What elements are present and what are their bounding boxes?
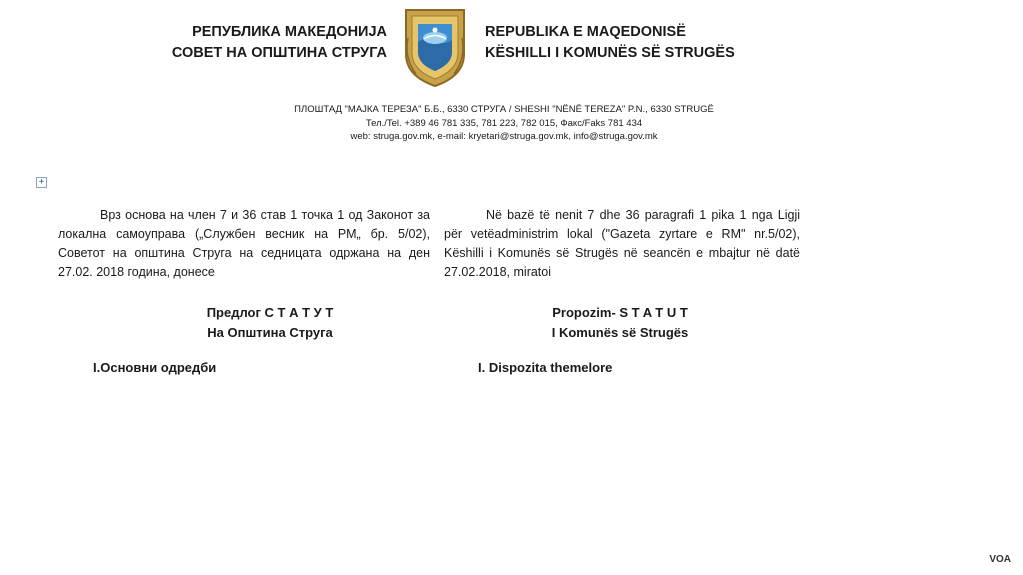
statute-title-sq-line1: Propozim- S T A T U T bbox=[552, 305, 688, 320]
right-column bbox=[444, 206, 800, 282]
header-albanian bbox=[485, 22, 735, 64]
expand-icon[interactable]: + bbox=[36, 177, 47, 188]
address-line: ПЛОШТАД "МАЈКА ТЕРЕЗА" Б.Б., 6330 СТРУГА / SHESHI "NËNË TEREZA" P.N., 6330 STRUGË bbox=[294, 104, 714, 115]
header-republic-sq: REPUBLIKA E MAQEDONISË bbox=[485, 24, 686, 40]
left-column bbox=[58, 206, 430, 282]
preamble-mk: Врз основа на член 7 и 36 став 1 точка 1 од Законот за локална самоуправа („Службен весник на РМ„ бр. 5/02), Советот на општина Струга на седницата одржана на ден 27.02. 2018 година, донесе bbox=[58, 208, 430, 279]
phone-line: Тел./Tel. +389 46 781 335, 781 223, 782 015, Факс/Faks 781 434 bbox=[365, 117, 643, 129]
header-council-sq: KËSHILLI I KOMUNËS SË STRUGËS bbox=[485, 45, 735, 61]
web-email-line: web: struga.gov.mk, e-mail: kryetari@struga.gov.mk, info@struga.gov.mk bbox=[350, 131, 658, 142]
preamble-sq: Në bazë të nenit 7 dhe 36 paragrafi 1 pika 1 nga Ligji për vetëadministrim lokal ("Gazeta zyrtare e RM" nr.5/02), Këshilli i Komunës së Strugës në seancën e mbajtur në datë 27.02.2018, miratoi bbox=[444, 208, 800, 279]
header-republic-mk: РЕПУБЛИКА МАКЕДОНИЈА bbox=[192, 24, 387, 40]
section-heading-mk: I.Основни одредби bbox=[93, 360, 217, 375]
statute-title-mk-line1: Предлог С Т А Т У Т bbox=[206, 305, 334, 320]
municipality-coat-of-arms-icon bbox=[402, 8, 468, 88]
section-heading-sq: I. Dispozita themelore bbox=[478, 360, 613, 375]
statute-title-sq bbox=[520, 303, 720, 343]
voa-watermark: VOA bbox=[989, 554, 1011, 565]
statute-title-sq-line2: I Komunës së Strugës bbox=[551, 325, 689, 340]
statute-title-mk-line2: На Општина Струга bbox=[207, 325, 333, 340]
header-council-mk: СОВЕТ НА ОПШТИНА СТРУГА bbox=[171, 45, 387, 61]
header-macedonian bbox=[172, 22, 387, 64]
address-block bbox=[0, 103, 1023, 144]
statute-title-mk bbox=[180, 303, 360, 343]
